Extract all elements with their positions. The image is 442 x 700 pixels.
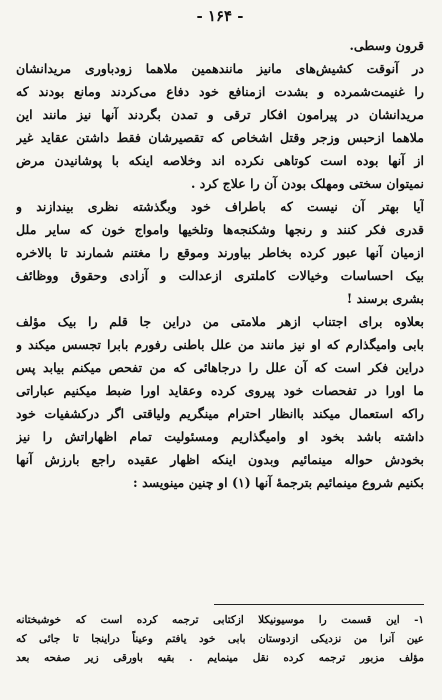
footnote-line: ۱- این قسمت را موسیونیکلا ازکتابی ترجمه کرده است که خوشبختانه: [16, 614, 424, 626]
text-line: بخودش حواله مینمائیم وبدون اینکه اظهار عقیده راجع بارزش آنها: [16, 452, 424, 467]
text-line: بشری برسند !: [346, 291, 424, 306]
footnote-divider: [214, 604, 424, 605]
text-line: از آنها بوده است کوتاهی نکرده اند وخلاصه اینکه با پوشانیدن مرض: [16, 153, 424, 168]
body-text: [16, 34, 424, 494]
text-line: ما اورا در تفحصات خود پیروی کرده وعقاید اورا ضبط میکنیم عباراتی: [16, 383, 424, 398]
text-line: قرون وسطی.: [349, 38, 424, 53]
text-line: نمیتوان سختی ومهلک بودن آن را علاج کرد .: [190, 176, 424, 191]
footnote: [16, 611, 424, 668]
text-line: بکنیم شروع مینمائیم بترجمهٔ آنها (۱) او چنین مینویسد :: [133, 475, 424, 490]
text-line: دراین فکر است که آن علل را درجاهائی که من تفحص میکنم بیابد پس: [16, 360, 424, 375]
text-line: مریدانشان در پیرامون افکار ترقی و تمدن بگردند آنها نیز مانند این: [16, 107, 424, 122]
footnote-line: مؤلف مزبور ترجمه کرده نقل مینمایم . بقیه باورقی زیر صفحه بعد: [16, 652, 424, 664]
text-line: قدری فکر کنند و رنجها وشکنجه‌ها وتلخیها وامواج خون که سایر ملل: [16, 222, 424, 237]
page-number: - ۱۶۴ -: [196, 7, 244, 25]
text-line: ازمیان آنها عبور کرده بخاطر بیاورند وموقع را مغتنم شمارند تا بالاخره: [16, 245, 424, 260]
text-line: ملاهما ازحبس وزجر وقتل اشخاص که تقصیرشان فقط داشتن عقاید غیر: [16, 130, 424, 145]
text-line: آیا بهتر آن نیست که باطراف خود وبگذشته نظری بیندازند و: [16, 199, 424, 214]
text-line: داشته باشد بخود او وامیگذاریم ومسئولیت تمام اظهاراتش را نیز: [16, 429, 424, 444]
text-line: را غنیمت‌شمرده و بشدت ازمنافع خود دفاع می‌کردند ومانع بودند که: [16, 84, 424, 99]
footnote-line: عین آنرا من نزدیکی ازدوستان بابی خود یافتم وعیناً دراینجا تا جائی که: [16, 633, 424, 645]
text-line: در آنوقت کشیش‌های مانیز مانندهمین ملاهما زودباوری مریدانشان: [16, 61, 424, 76]
text-line: بابی وامیگذارم که او نیز مانند من علل باطنی رفورم بابرا تجسس میکند و: [16, 337, 424, 352]
text-line: بعلاوه برای اجتناب ازهر ملامتی من دراین جا قلم را بیک مؤلف: [16, 314, 424, 329]
text-line: بیک احساسات وخیالات کاملتری ازعدالت و آزادی وحقوق ووظائف: [16, 268, 424, 283]
text-line: راکه استعمال میکند باانظار احترام مینگریم ولیاقتی اگر درکشفیات خود: [16, 406, 424, 421]
